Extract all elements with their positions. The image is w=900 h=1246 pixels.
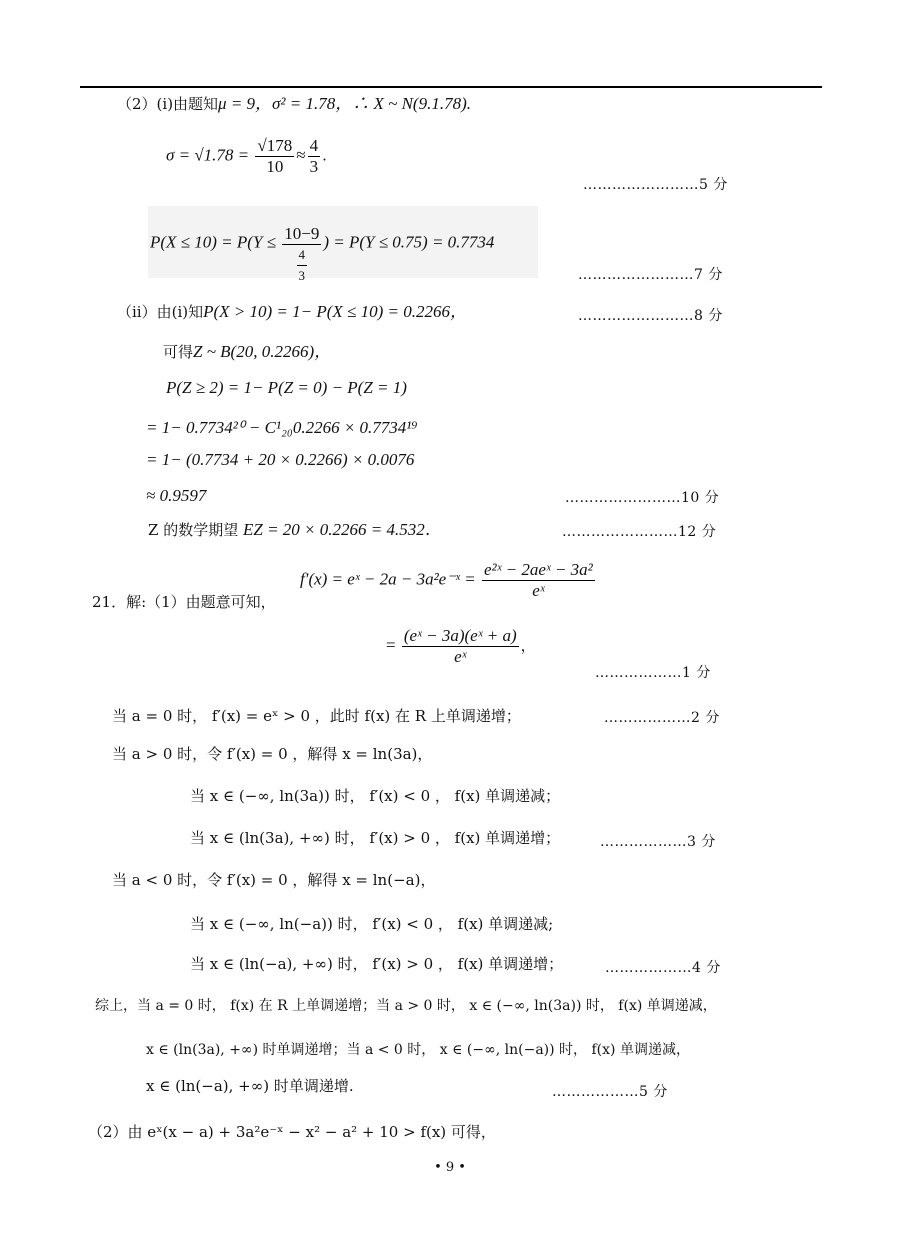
pz-step-b: = 1− (0.7734 + 20 × 0.2266) × 0.0076	[146, 450, 415, 469]
factored-eq: =	[386, 635, 400, 655]
pz-step-a: = 1− 0.7734²⁰ − C¹₂₀0.2266 × 0.7734¹⁹	[146, 418, 418, 437]
points-q21-5: ………………5 分	[552, 1084, 668, 1100]
part2-i-intro: （2）(i)由题知	[117, 95, 219, 113]
case-a-positive-dec: 当 x ∈ (−∞, ln(3a)) 时， f′(x) < 0 ， f(x) 单调递减；	[190, 787, 561, 805]
case-a-negative: 当 a < 0 时，令 f′(x) = 0 ，解得 x = ln(−a)，	[112, 871, 436, 889]
prob-rhs: ) = P(Y ≤ 0.75) = 0.7734	[323, 232, 495, 252]
points-q21-2: ………………2 分	[604, 710, 720, 726]
prob-lhs: P(X ≤ 10) = P(Y ≤	[150, 232, 281, 252]
case-a-negative-inc: 当 x ∈ (ln(−a), +∞) 时， f′(x) > 0 ， f(x) 单调递增；	[190, 955, 564, 973]
prob-eq-line	[150, 224, 494, 286]
sigma-lhs: σ = √1.78 =	[166, 145, 254, 165]
case-a-zero: 当 a = 0 时， f′(x) = eˣ > 0 ，此时 f(x) 在 R 上单调递增；	[112, 707, 521, 725]
expectation-expr: EZ = 20 × 0.2266 = 4.532．	[242, 520, 442, 539]
prob-fraction	[282, 224, 321, 286]
points-5: ……………………5 分	[583, 177, 728, 193]
points-q21-3: ………………3 分	[600, 834, 716, 850]
fprime-fraction	[482, 560, 595, 601]
expectation-text: Z 的数学期望	[148, 521, 239, 539]
sigma-value-fraction	[308, 136, 321, 177]
prob-inner-num: 4	[297, 245, 308, 266]
fprime-den: eˣ	[532, 581, 545, 600]
fprime-num: e²ˣ − 2aeˣ − 3a²	[483, 560, 593, 579]
part2-ii-line	[117, 302, 467, 322]
prob-inner-den: 3	[298, 268, 306, 283]
factored-num: (eˣ − 3a)(eˣ + a)	[403, 626, 517, 645]
prob-inner-fraction	[297, 245, 308, 286]
probability-equation	[148, 206, 538, 283]
points-10: ……………………10 分	[565, 490, 720, 506]
factored-fraction	[402, 626, 519, 667]
case-a-positive-inc: 当 x ∈ (ln(3a), +∞) 时， f′(x) > 0 ， f(x) 单调递增；	[190, 829, 561, 847]
summary-line-2: x ∈ (ln(3a), +∞) 时单调递增；当 a < 0 时， x ∈ (−∞, ln(−a)) 时， f(x) 单调递减，	[146, 1042, 690, 1058]
case-a-negative-dec: 当 x ∈ (−∞, ln(−a)) 时， f′(x) < 0 ， f(x) 单调递减;	[190, 915, 554, 933]
points-7: ……………………7 分	[578, 267, 723, 283]
binomial-expr: Z ~ B(20, 0.2266)，	[193, 342, 332, 361]
summary-line-1: 综上，当 a = 0 时， f(x) 在 R 上单调递增；当 a > 0 时， x ∈ (−∞, ln(3a)) 时， f(x) 单调递减，	[95, 998, 717, 1014]
factored-den: eˣ	[454, 647, 467, 666]
can-get-text: 可得	[163, 343, 194, 361]
sigma-val-den: 3	[309, 157, 319, 176]
part2-i-given: μ = 9，σ² = 1.78，∴ X ~ N(9.1.78).	[218, 94, 471, 113]
expectation-line	[148, 520, 442, 540]
sigma-den: 10	[266, 157, 284, 176]
pz-step-c: ≈ 0.9597	[146, 486, 207, 505]
points-12: ……………………12 分	[562, 524, 717, 540]
points-q21-1: ………………1 分	[595, 665, 711, 681]
sigma-equation: σ = √1.78 = $\frac{√178}{10}$ ≈ $\frac{4}{3}$ .	[166, 136, 327, 176]
q21-part2-line: （2）由 eˣ(x − a) + 3a²e⁻ˣ − x² − a² + 10 > f(x) 可得，	[88, 1123, 496, 1141]
binomial-line	[163, 342, 331, 362]
q21-heading: 21．解:（1）由题意可知，	[92, 593, 276, 611]
prob-frac-den	[282, 245, 321, 286]
sigma-fraction	[255, 136, 294, 177]
sigma-val-num: 4	[309, 136, 319, 155]
points-8: ……………………8 分	[578, 308, 723, 324]
factored-tail: ，	[520, 636, 536, 655]
fprime-equation	[300, 560, 597, 601]
page-number: • 9 •	[434, 1160, 466, 1175]
sigma-num: √178	[257, 136, 293, 155]
fprime-lhs: f′(x) = eˣ − 2a − 3a²e⁻ˣ =	[300, 569, 480, 589]
part2-ii-intro: （ii）由(i)知	[117, 303, 204, 321]
prob-frac-num: 10−9	[284, 224, 320, 243]
part2-ii-expr: P(X > 10) = 1− P(X ≤ 10) = 0.2266，	[203, 302, 468, 321]
sigma-approx: ≈	[296, 145, 306, 165]
case-a-positive: 当 a > 0 时，令 f′(x) = 0 ，解得 x = ln(3a)，	[112, 745, 433, 763]
factored-equation	[386, 626, 536, 667]
part2-i-line	[117, 94, 471, 114]
pz-line: P(Z ≥ 2) = 1− P(Z = 0) − P(Z = 1)	[166, 378, 407, 397]
summary-line-3: x ∈ (ln(−a), +∞) 时单调递增.	[146, 1077, 354, 1095]
points-q21-4: ………………4 分	[605, 960, 721, 976]
header-rule	[80, 86, 822, 88]
